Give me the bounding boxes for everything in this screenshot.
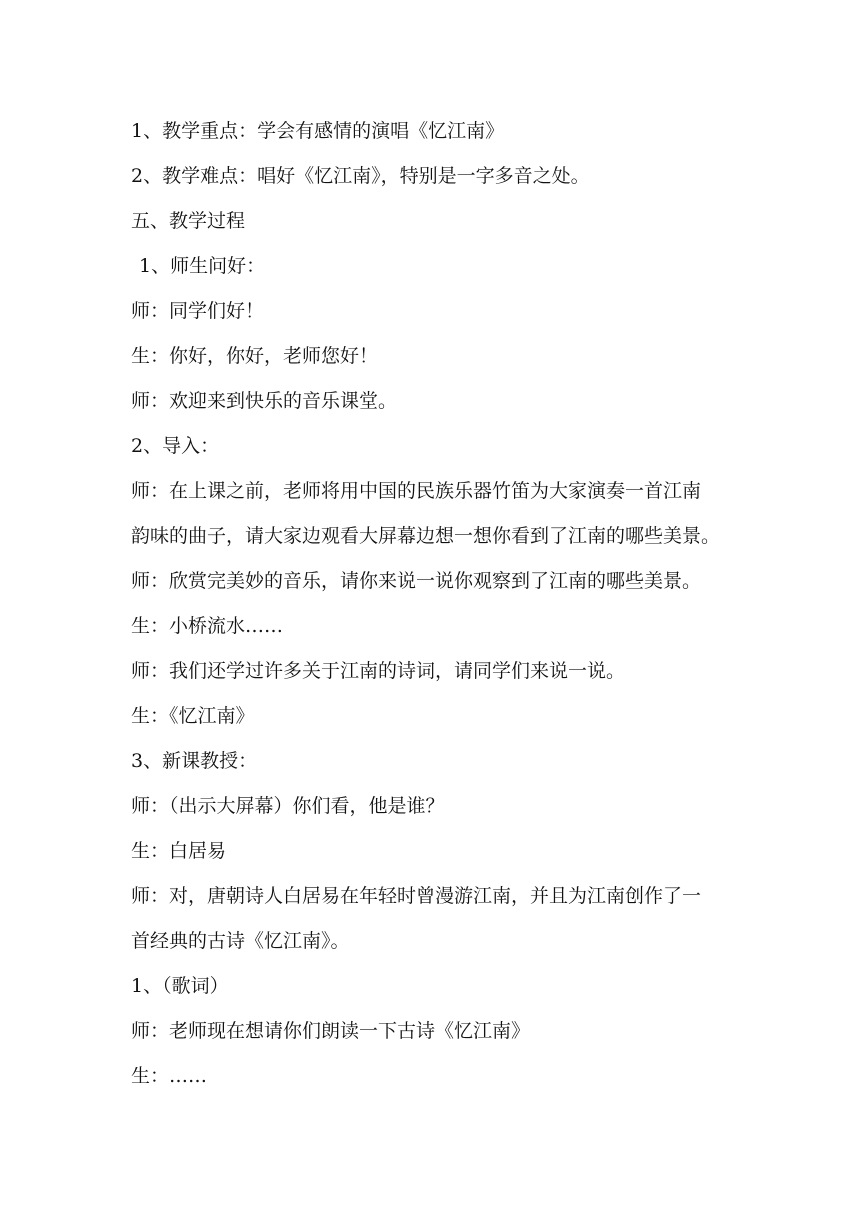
dialogue-line-continued: 韵味的曲子，请大家边观看大屏幕边想一想你看到了江南的哪些美景。 bbox=[131, 525, 721, 547]
dialogue-line: 师：我们还学过许多关于江南的诗词，请同学们来说一说。 bbox=[131, 660, 626, 682]
dialogue-line: 生：你好，你好，老师您好！ bbox=[131, 345, 379, 367]
text-line-teaching-difficulty: 2、教学难点：唱好《忆江南》，特别是一字多音之处。 bbox=[131, 165, 590, 187]
dialogue-line-continued: 首经典的古诗《忆江南》。 bbox=[131, 930, 350, 952]
dialogue-line: 生：小桥流水…… bbox=[131, 615, 284, 637]
text-line-teaching-focus: 1、教学重点：学会有感情的演唱《忆江南》 bbox=[131, 120, 505, 142]
dialogue-line: 师：欣赏完美妙的音乐，请你来说一说你观察到了江南的哪些美景。 bbox=[131, 570, 702, 592]
dialogue-line: 师：欢迎来到快乐的音乐课堂。 bbox=[131, 390, 398, 412]
dialogue-line: 师：同学们好！ bbox=[131, 300, 265, 322]
dialogue-line: 师：老师现在想请你们朗读一下古诗《忆江南》 bbox=[131, 1020, 531, 1042]
dialogue-line: 师：对，唐朝诗人白居易在年轻时曾漫游江南，并且为江南创作了一 bbox=[131, 885, 702, 907]
step-heading-lyrics: 1、（歌词） bbox=[131, 975, 229, 997]
step-heading-introduction: 2、导入： bbox=[131, 435, 220, 457]
dialogue-line: 师：（出示大屏幕）你们看，他是谁？ bbox=[131, 795, 445, 817]
step-heading-new-lesson: 3、新课教授： bbox=[131, 750, 258, 772]
dialogue-line: 生：…… bbox=[131, 1065, 208, 1087]
dialogue-line: 生：白居易 bbox=[131, 840, 227, 862]
step-heading-greeting: 1、师生问好： bbox=[139, 255, 266, 277]
dialogue-line: 师：在上课之前，老师将用中国的民族乐器竹笛为大家演奏一首江南 bbox=[131, 480, 702, 502]
section-heading-teaching-process: 五、教学过程 bbox=[131, 210, 246, 232]
document-body bbox=[131, 109, 751, 1099]
dialogue-line: 生：《忆江南》 bbox=[131, 705, 255, 727]
